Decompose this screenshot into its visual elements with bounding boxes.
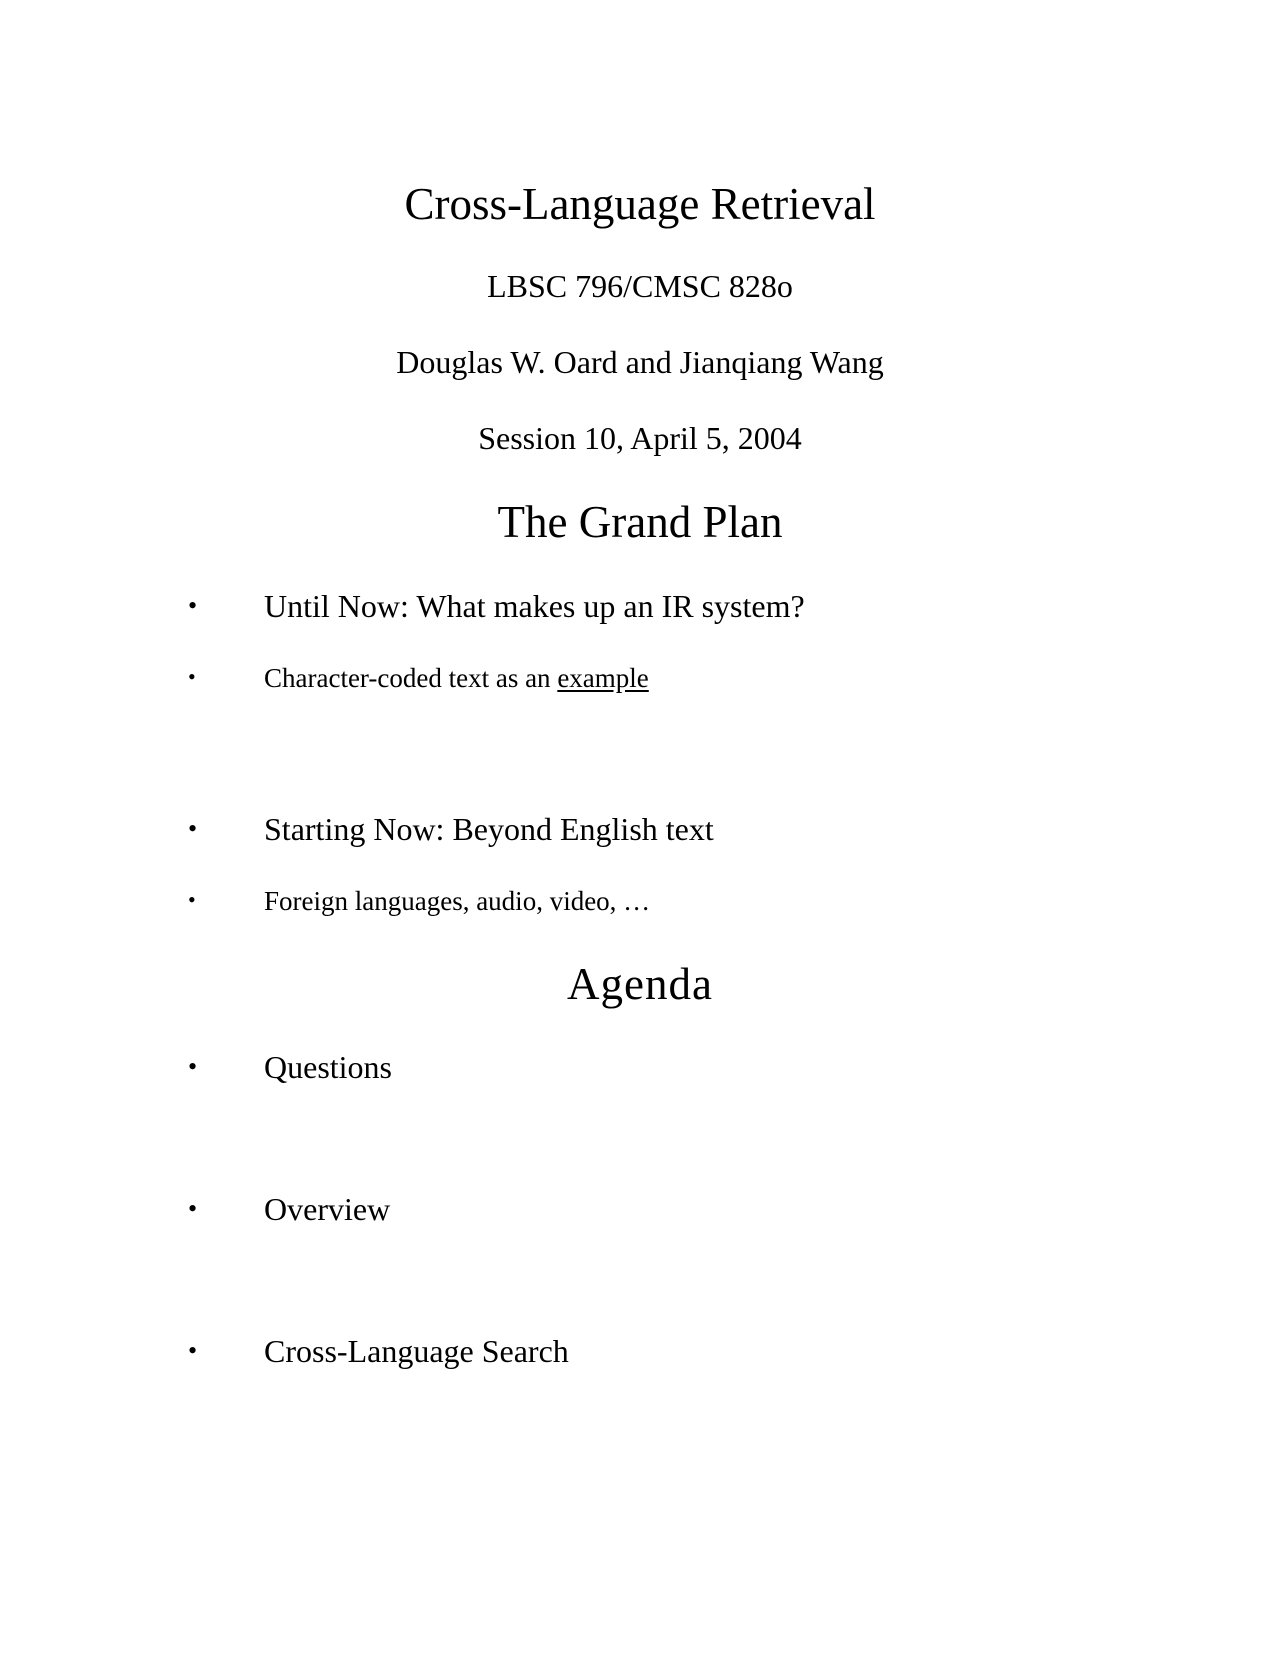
list-item (0, 1335, 1280, 1375)
list-item-text: Overview (264, 1191, 391, 1227)
list-item (0, 1193, 1280, 1233)
grand-plan-heading: The Grand Plan (497, 497, 783, 547)
example-link[interactable]: example (557, 663, 649, 693)
list-item (0, 590, 1280, 630)
bullet-icon: • (188, 664, 196, 689)
list-item (0, 1051, 1280, 1091)
list-item-text: Cross-Language Search (264, 1333, 569, 1369)
list-item-text: Foreign languages, audio, video, … (264, 886, 651, 916)
list-item-prefix: Character-coded text as an (264, 663, 558, 693)
list-item-text: Questions (264, 1049, 392, 1085)
session-date: Session 10, April 5, 2004 (478, 420, 802, 456)
list-item-text: Until Now: What makes up an IR system? (264, 588, 805, 624)
list-item (0, 888, 1280, 928)
authors-line: Douglas W. Oard and Jianqiang Wang (396, 344, 884, 380)
course-code: LBSC 796/CMSC 828o (487, 268, 793, 304)
bullet-icon: • (188, 814, 198, 843)
bullet-icon: • (188, 591, 198, 620)
list-item (0, 813, 1280, 853)
list-item (0, 665, 1280, 705)
list-item-text (264, 665, 649, 692)
agenda-heading: Agenda (567, 959, 713, 1009)
document-title: Cross-Language Retrieval (404, 179, 876, 229)
bullet-icon: • (188, 1194, 198, 1223)
bullet-icon: • (188, 1052, 198, 1081)
list-item-text: Starting Now: Beyond English text (264, 811, 714, 847)
bullet-icon: • (188, 887, 196, 912)
bullet-icon: • (188, 1336, 198, 1365)
